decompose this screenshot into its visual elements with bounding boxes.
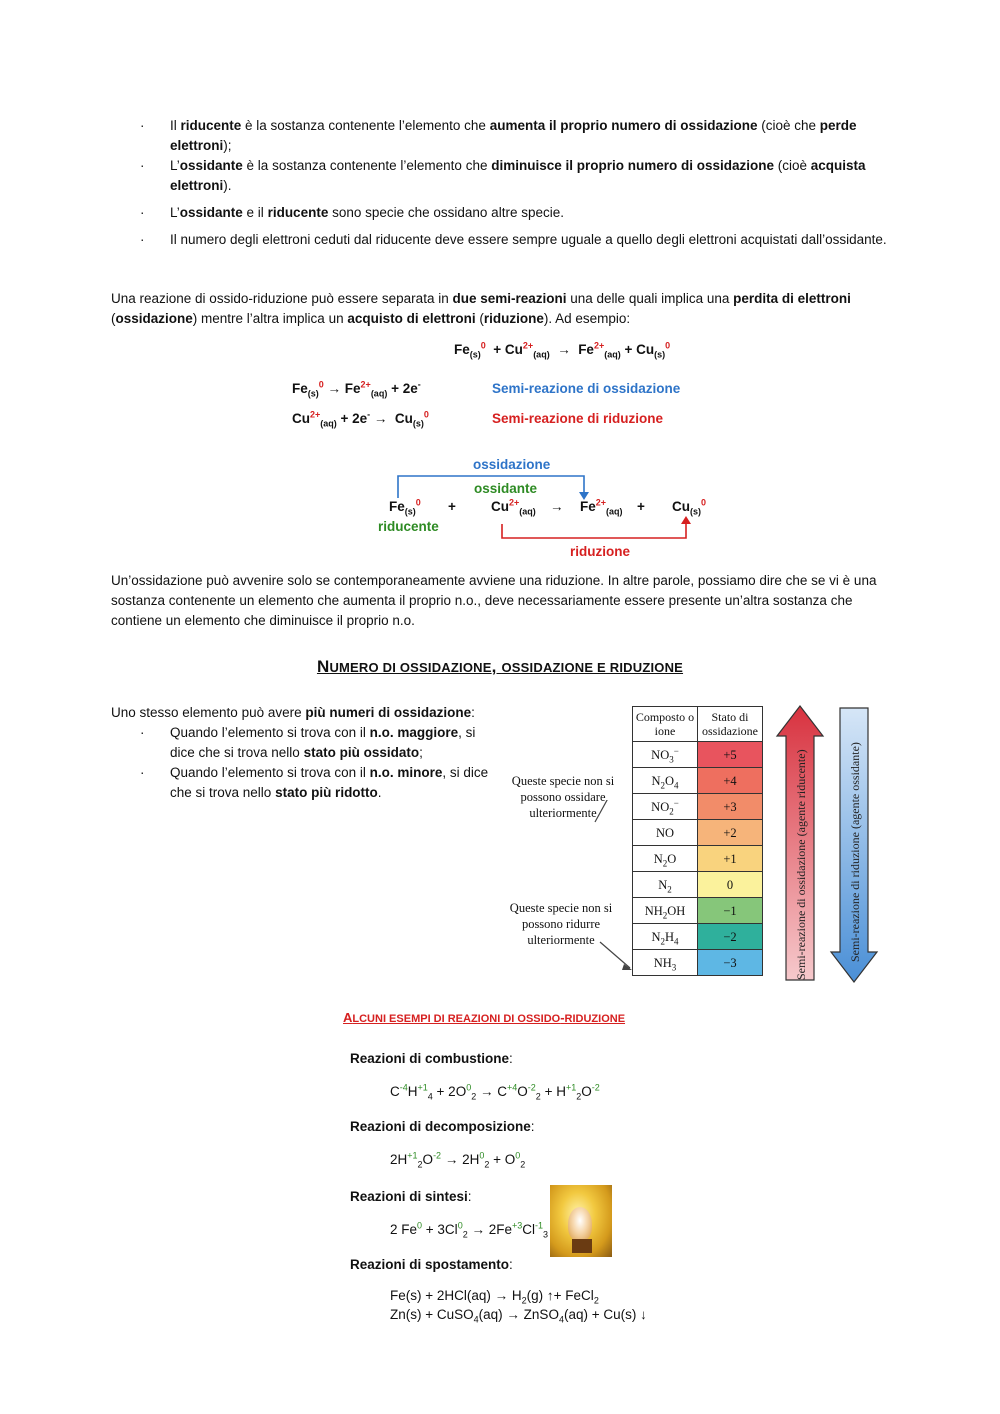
state-cell: +5	[698, 742, 763, 768]
no-intro: Uno stesso elemento può avere più numeri di ossidazione:	[111, 705, 475, 720]
bullet-mark: ·	[140, 232, 145, 247]
equation-spostamento-2: Zn(s) + CuSO$_4$(aq) → ZnSO$_4$(aq) + Cu(s) ↓	[390, 1307, 647, 1325]
header-compound: Composto o ione	[633, 707, 698, 742]
state-cell: +3	[698, 794, 763, 820]
reduction-half-label: Semi-reazione di riduzione	[492, 411, 664, 426]
diagram-ossidazione: ossidazione	[473, 457, 551, 472]
main-equation: $Fe_{(s)}^0 + Cu^{2+}_{(aq)} \to Fe^{2+}_{(aq)} + Cu_{(s)}^0$	[454, 340, 671, 360]
header-state: Stato di ossidazione	[698, 707, 763, 742]
note-arrows	[560, 800, 640, 990]
bullet-specie: L’ossidante e il riducente sono specie che ossidano altre specie.	[170, 205, 564, 220]
state-cell: 0	[698, 872, 763, 898]
note-top: Queste specie non si possono ossidare ulteriormente	[511, 774, 615, 820]
bullet-mark: ·	[140, 158, 145, 173]
diagram-plus: +	[637, 499, 645, 514]
heading-sintesi: Reazioni di sintesi:	[350, 1189, 472, 1204]
state-cell: +4	[698, 768, 763, 794]
intro-paragraph: Una reazione di ossido-riduzione può essere separata in due semi-reazioni una delle quali implica una perdita di elettroni (ossidazione) mentre l’altra implica un acquisto di elettroni (riduzione). Ad esempio:	[111, 291, 851, 326]
state-cell: −2	[698, 924, 763, 950]
bullet-elettroni: Il numero degli elettroni ceduti dal riducente deve essere sempre uguale a quello degli elettroni acquistati dall’ossidante.	[170, 232, 887, 247]
diagram-fe-reactant: $Fe_{(s)}^0$	[389, 497, 421, 517]
heading-spostamento: Reazioni di spostamento:	[350, 1257, 513, 1272]
equation-decomposizione: $2H^{+1}_2O^{-2} \to 2H^0_2 + O^0_2$	[390, 1150, 526, 1170]
examples-title: ALCUNI ESEMPI DI REAZIONI DI OSSIDO-RIDUZIONE	[343, 1010, 626, 1025]
compound-cell: $NH_2OH$	[633, 898, 698, 924]
diagram-fe-product: $Fe^{2+}_{(aq)}$	[580, 497, 623, 517]
compound-cell: $NH_3$	[633, 950, 698, 976]
bullet-mark: ·	[140, 765, 145, 780]
no-bullet-minore: Quando l’elemento si trova con il n.o. minore, si dice che si trova nello stato più ridotto.	[170, 765, 489, 800]
arrow-up-label: Semi-reazione di ossidazione (agente riducente)	[794, 749, 808, 980]
state-cell: −1	[698, 898, 763, 924]
state-cell: −3	[698, 950, 763, 976]
oxidation-half-label: Semi-reazione di ossidazione	[492, 381, 681, 396]
bullet-riducente: Il riducente è la sostanza contenente l’elemento che aumenta il proprio numero di ossidazione (cioè che perde elettroni);	[170, 118, 857, 153]
state-cell: +2	[698, 820, 763, 846]
paragraph-ossidazione-riduzione: Un’ossidazione può avvenire solo se contemporaneamente avviene una riduzione. In altre parole, possiamo dire che se vi è una sostanza contenente un elemento che aumenta il proprio n.o., deve necessariamente essere presente un’altra sostanza che contiene un elemento che diminuisce il proprio n.o.	[111, 573, 877, 628]
heading-combustione: Reazioni di combustione:	[350, 1051, 513, 1066]
reduction-arrow	[502, 522, 686, 538]
equation-sintesi: 2 $Fe^0 + 3Cl^0_2 \to 2Fe^{+3}Cl^{-1}_3$	[390, 1220, 549, 1240]
oxidation-half-equation: $Fe_{(s)}^0 \to Fe^{2+}_{(aq)} + 2e^-$	[292, 379, 421, 399]
section-title: NUMERO DI OSSIDAZIONE, OSSIDAZIONE E RIDUZIONE	[316, 657, 684, 676]
diagram-cu-product: $Cu_{(s)}^0$	[672, 497, 707, 517]
bullet-mark: ·	[140, 118, 145, 133]
bullet-mark: ·	[140, 205, 145, 220]
diagram-riducente: riducente	[378, 519, 439, 534]
compound-cell: $N_2H_4$	[633, 924, 698, 950]
note-bottom: Queste specie non si possono ridurre ulteriormente	[509, 901, 613, 947]
bullet-mark: ·	[140, 725, 145, 740]
arrow-down-label: Semi-reazione di riduzione (agente ossidante)	[848, 742, 862, 962]
state-cell: +1	[698, 846, 763, 872]
equation-combustione: $C^{-4}H^{+1}_4 + 2O^0_2 \to C^{+4}O^{-2}_2 + H^{+1}_2O^{-2}$	[390, 1082, 600, 1102]
equation-spostamento-1: $Fe(s) + 2HCl(aq) \to H_2(g)$ ↑+ FeCl$_2$	[390, 1288, 599, 1306]
diagram-plus: +	[448, 499, 456, 514]
compound-cell: $N_2$	[633, 872, 698, 898]
diagram-cu-reactant: $Cu^{2+}_{(aq)}$	[491, 497, 536, 517]
compound-cell: $N_2O_4$	[633, 768, 698, 794]
compound-cell: $NO_3^-$	[633, 742, 698, 768]
bullet-ossidante: L’ossidante è la sostanza contenente l’elemento che diminuisce il proprio numero di ossidazione (cioè acquista elettroni).	[170, 158, 866, 193]
compound-cell: NO	[633, 820, 698, 846]
reaction-photo	[550, 1185, 612, 1257]
compound-cell: $NO_2^-$	[633, 794, 698, 820]
diagram-ossidante: ossidante	[474, 481, 538, 496]
compound-cell: $N_2O$	[633, 846, 698, 872]
no-bullet-maggiore: Quando l’elemento si trova con il n.o. maggiore, si dice che si trova nello stato più ossidato;	[170, 725, 476, 760]
oxidation-state-table	[632, 706, 763, 976]
diagram-arrow: →	[550, 499, 564, 514]
diagram-riduzione: riduzione	[570, 544, 630, 559]
reduction-half-equation: $Cu^{2+}_{(aq)} + 2e^- \to Cu_{(s)}^0$	[292, 409, 429, 429]
heading-decomposizione: Reazioni di decomposizione:	[350, 1119, 535, 1134]
big-arrows	[775, 702, 890, 986]
reduction-arrowhead	[681, 516, 691, 524]
